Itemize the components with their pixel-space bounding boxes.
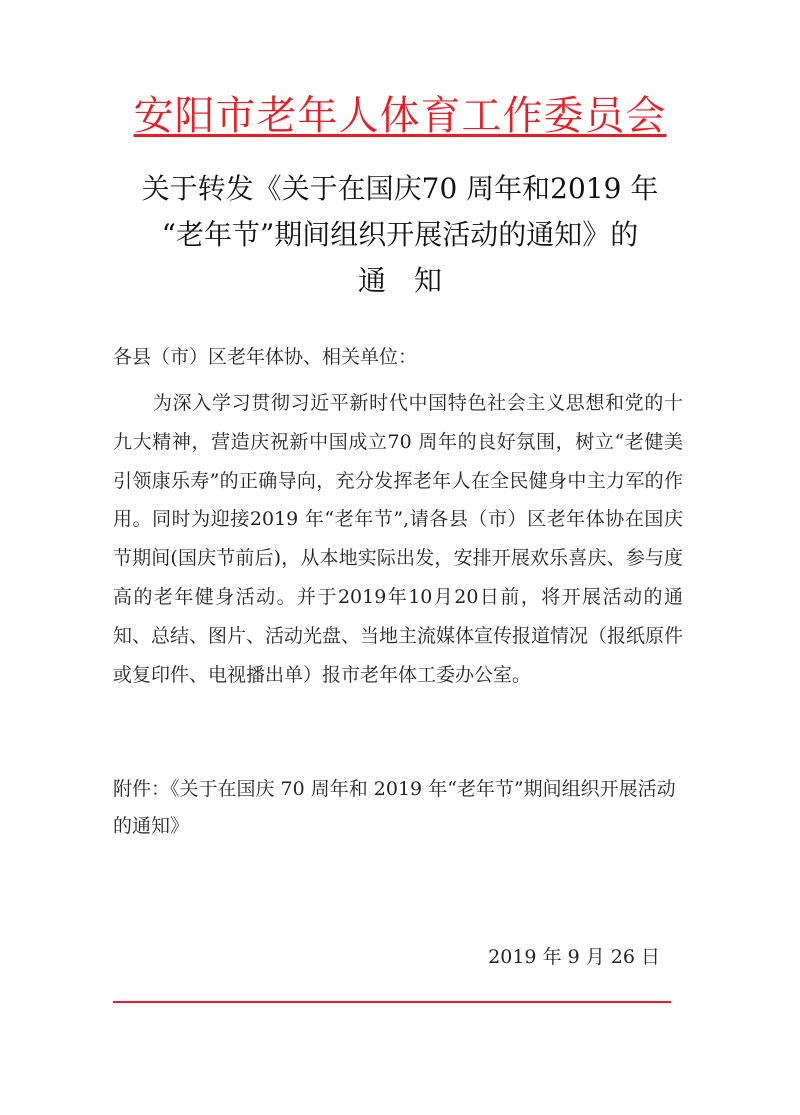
salutation: 各县（市）区老年体协、相关单位：: [113, 346, 418, 368]
title-line-3: 通知: [357, 264, 470, 297]
title-line-1: 关于转发《关于在国庆70 周年和2019 年: [141, 172, 659, 205]
red-divider-line: [113, 1001, 671, 1003]
attachment-note: 附件：《关于在国庆 70 周年和 2019 年“老年节”期间组织开展活动的通知》: [113, 778, 676, 837]
notice-title: [100, 166, 700, 304]
issue-date: 2019 年 9 月 26 日: [488, 946, 660, 968]
title-line-2: “老年节”期间组织开展活动的通知》的: [161, 218, 639, 251]
organization-header: 安阳市老年人体育工作委员会: [133, 93, 667, 139]
body-paragraph: 为深入学习贯彻习近平新时代中国特色社会主义思想和党的十九大精神，营造庆祝新中国成立70 周年的良好氛围，树立“老健美引领康乐寿”的正确导向，充分发挥老年人在全民健身中主力军的作用。同时为迎接2019 年“老年节”,请各县（市）区老年体协在国庆节期间(国庆节前后)，从本地实际出发，安排开展欢乐喜庆、参与度高的老年健身活动。并于2019年10月20日前，将开展活动的通知、总结、图片、活动光盘、当地主流媒体宣传报道情况（报纸原件或复印件、电视播出单）报市老年体工委办公室。: [113, 392, 684, 686]
